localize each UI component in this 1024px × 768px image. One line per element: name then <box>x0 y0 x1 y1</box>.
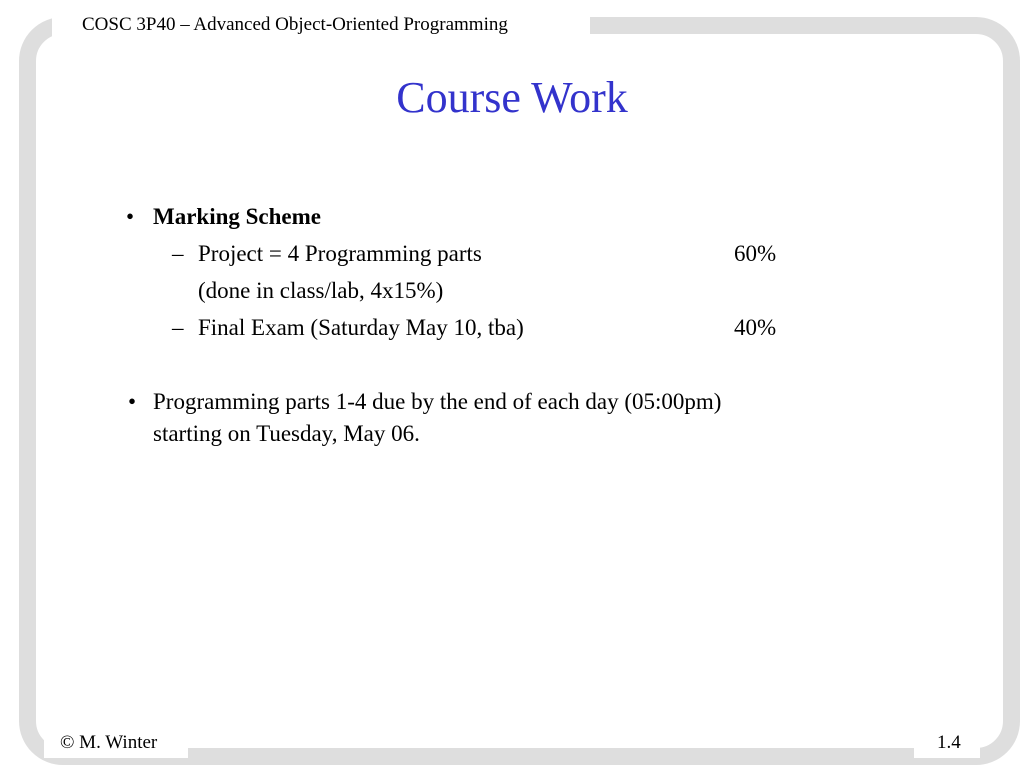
bullet-marker: • <box>128 389 137 414</box>
sub-item-project-value: 60% <box>734 241 777 266</box>
sub-item-final-exam-value: 40% <box>734 315 777 340</box>
course-title: COSC 3P40 – Advanced Object-Oriented Programming <box>82 14 508 35</box>
bullet-programming-parts-line-1: Programming parts 1-4 due by the end of each day (05:00pm) <box>153 389 722 414</box>
slide-title: Course Work <box>396 73 628 122</box>
bullet-marker: • <box>126 204 135 229</box>
footer-author: © M. Winter <box>60 732 158 753</box>
sub-bullet-marker: – <box>172 241 184 266</box>
bullet-marking-scheme: Marking Scheme <box>153 204 322 229</box>
sub-item-project-continuation: (done in class/lab, 4x15%) <box>198 278 444 303</box>
sub-item-project: Project = 4 Programming parts <box>198 241 482 266</box>
bullet-programming-parts-line-2: starting on Tuesday, May 06. <box>153 421 420 446</box>
sub-item-final-exam: Final Exam (Saturday May 10, tba) <box>198 315 524 340</box>
sub-bullet-marker: – <box>172 315 184 340</box>
footer-slide-number: 1.4 <box>937 732 961 753</box>
